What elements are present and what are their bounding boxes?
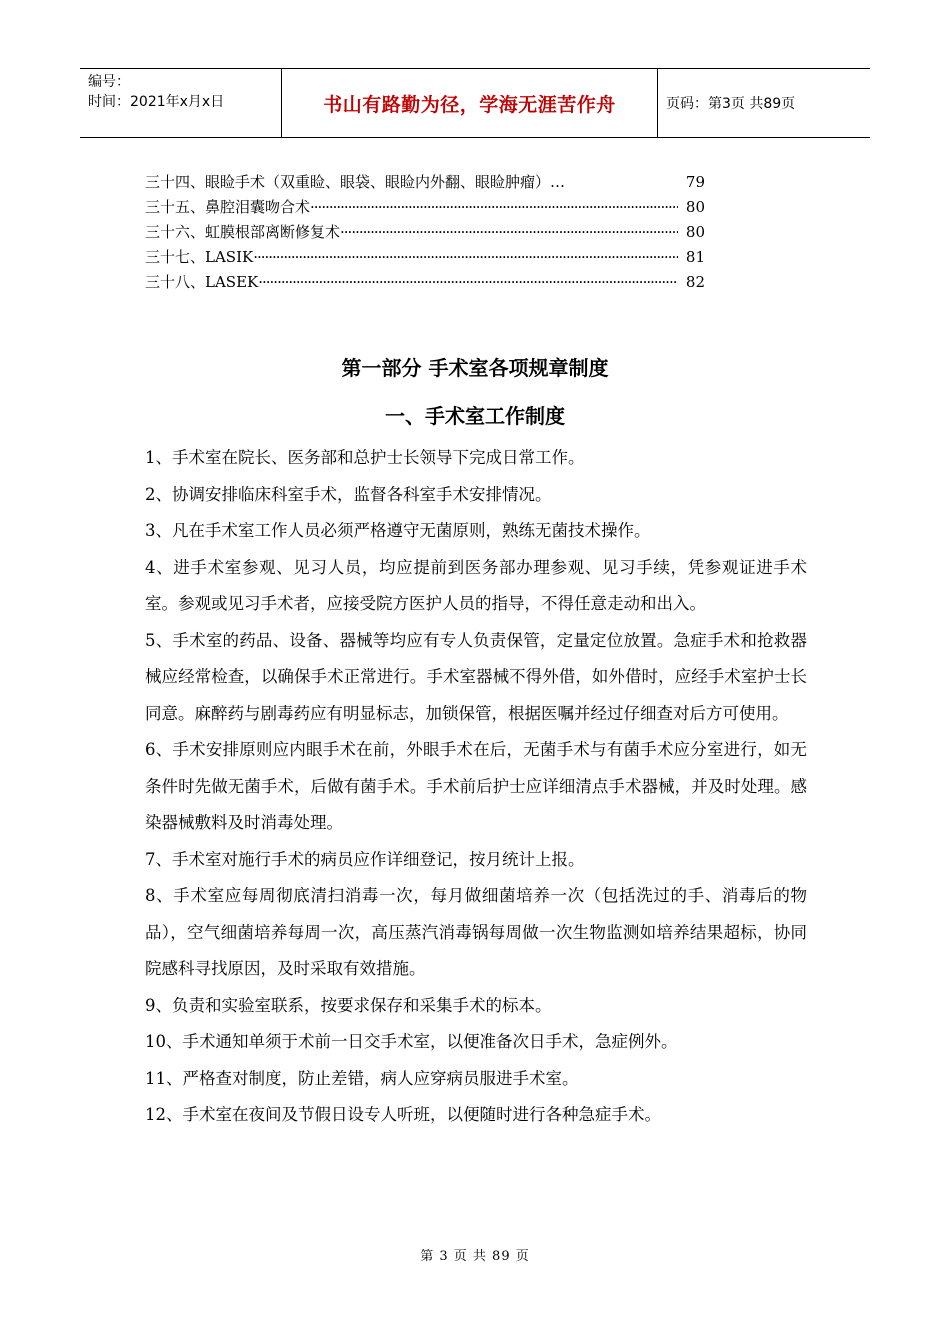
toc-entry[interactable] [145,245,705,270]
header-meta [80,69,282,137]
rule-paragraph: 8、手术室应每周彻底清扫消毒一次，每月做细菌培养一次（包括洗过的手、消毒后的物品），空气细菌培养每周一次，高压蒸汽消毒锅每周做一次生物监测如培养结果超标，协同院感科寻找原因，及时采取有效措施。 [145,886,807,978]
rule-paragraph: 6、手术安排原则应内眼手术在前，外眼手术在后，无菌手术与有菌手术应分室进行，如无条件时先做无菌手术，后做有菌手术。手术前后护士应详细清点手术器械，并及时处理。感染器械敷料及时消毒处理。 [145,740,807,832]
toc-entry[interactable] [145,220,705,245]
toc-entry-title: 三十四、眼睑手术（双重睑、眼袋、眼睑内外翻、眼睑肿瘤）… [145,173,566,191]
toc-entry-page: 80 [685,198,705,216]
document-body [145,440,807,1134]
toc-entry-title: 三十六、虹膜根部离断修复术 [145,223,341,241]
rule-paragraph: 2、协调安排临床科室手术，监督各科室手术安排情况。 [145,484,552,504]
header-motto: 书山有路勤为径，学海无涯苦作舟 [282,69,658,137]
rule-paragraph: 3、凡在手术室工作人员必须严格遵守无菌原则，熟练无菌技术操作。 [145,521,651,540]
section-title: 一、手术室工作制度 [385,404,565,428]
page-header [80,68,870,138]
toc-entry-page: 81 [685,248,705,266]
part-title: 第一部分 手术室各项规章制度 [341,356,609,380]
rule-paragraph: 5、手术室的药品、设备、器械等均应有专人负责保管，定量定位放置。急症手术和抢救器械应经常检查，以确保手术正常进行。手术室器械不得外借，如外借时，应经手术室护士长同意。麻醉药与剧毒药应有明显标志，加锁保管，根据医嘱并经过仔细查对后方可使用。 [145,630,807,723]
toc-entry-page: 82 [685,273,705,291]
toc-entry-page: 80 [685,223,705,241]
rule-paragraph: 11、严格查对制度，防止差错，病人应穿病员服进手术室。 [145,1068,579,1088]
toc-entry[interactable] [145,170,705,195]
toc-entry-title: 三十七、LASIK [145,248,254,266]
table-of-contents [145,170,705,295]
rule-paragraph: 10、手术通知单须于术前一日交手术室，以便准备次日手术，急症例外。 [145,1032,678,1051]
toc-entry-title: 三十八、LASEK [145,273,259,291]
header-page-info: 页码：第3页 共89页 [666,96,796,112]
page-footer: 第 3 页 共 89 页 [420,1249,530,1264]
toc-entry-page: 79 [685,173,705,191]
rule-paragraph: 7、手术室对施行手术的病员应作详细登记，按月统计上报。 [145,849,585,869]
toc-entry[interactable] [145,270,705,295]
rule-paragraph: 1、手术室在院长、医务部和总护士长领导下完成日常工作。 [145,448,585,467]
rule-paragraph: 12、手术室在夜间及节假日设专人听班，以便随时进行各种急症手术。 [145,1105,661,1124]
toc-entry[interactable] [145,195,705,220]
header-number: 编号： [88,74,130,90]
header-time: 时间：2021年x月x日 [88,94,225,110]
toc-entry-title: 三十五、鼻腔泪囊吻合术 [145,198,311,216]
rule-paragraph: 4、进手术室参观、见习人员，均应提前到医务部办理参观、见习手续，凭参观证进手术室。参观或见习手术者，应接受院方医护人员的指导，不得任意走动和出入。 [145,557,807,613]
rule-paragraph: 9、负责和实验室联系，按要求保存和采集手术的标本。 [145,995,552,1015]
